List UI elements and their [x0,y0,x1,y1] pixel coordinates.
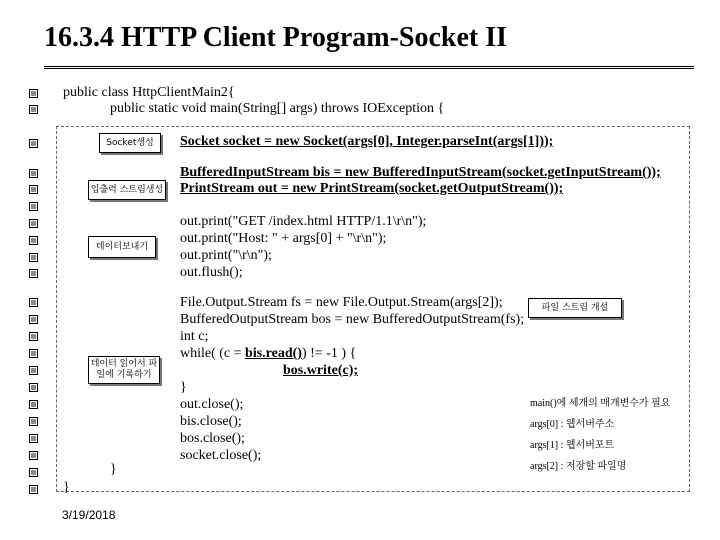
code-method-end: } [110,462,117,477]
bullet-icon [29,366,38,375]
annotation-text: 데이터보내기 [95,241,149,252]
code-print-get: out.print("GET /index.html HTTP/1.1\r\n"); [180,214,427,229]
title-divider [44,66,694,69]
page-title: 16.3.4 HTTP Client Program-Socket II [44,22,508,53]
bullet-icon [29,434,38,443]
annotation-read-write-file [88,356,160,384]
code-flush: out.flush(); [180,265,243,280]
annotation-text-line1: 데이터 읽어서 파 [90,359,158,369]
code-bis-close: bis.close(); [180,414,242,429]
bullet-icon [29,400,38,409]
bullet-icon [29,105,38,114]
annotation-stream-create [88,180,166,200]
annotation-text: 입출력 스트림생성 [90,184,164,195]
code-out-close: out.close(); [180,397,244,412]
bullet-icon [29,332,38,341]
code-fs-decl: File.Output.Stream fs = new File.Output.Stream(args[2]); [180,295,503,310]
bullet-icon [29,298,38,307]
bullet-icon [29,139,38,148]
bullet-icon [29,185,38,194]
bullet-icon [29,253,38,262]
notes-arg0: args[0] : 웹서버주소 [530,419,615,430]
notes-header: main()에 세개의 매개변수가 필요 [530,398,671,409]
bullet-icon [29,417,38,426]
annotation-text: Socket생성 [106,137,154,148]
code-print-host: out.print("Host: " + args[0] + "\r\n"); [180,231,387,246]
notes-arg2: args[2] : 저장할 파일명 [530,461,627,472]
code-int-c: int c; [180,329,209,344]
bullet-icon [29,349,38,358]
code-socket-line: Socket socket = new Socket(args[0], Integer.parseInt(args[1])); [180,134,554,149]
code-bos-close: bos.close(); [180,431,245,446]
annotation-socket-create [99,133,161,153]
code-while [180,346,356,362]
code-print-crlf: out.print("\r\n"); [180,248,272,263]
bullet-icon [29,315,38,324]
code-while-post: ) != -1 ) { [301,346,357,361]
slide-date: 3/19/2018 [62,508,116,522]
code-close-brace: } [180,380,187,395]
annotation-text: 파일 스트림 개설 [541,302,609,313]
bullet-icon [29,219,38,228]
annotation-text-line2: 일에 기록하기 [96,370,152,380]
bullet-icon [29,269,38,278]
bullet-icon [29,468,38,477]
bullet-icon [29,236,38,245]
args-notes [530,394,670,478]
code-class-end: } [63,480,70,495]
code-out-line: PrintStream out = new PrintStream(socket.getOutputStream()); [180,181,564,196]
annotation-send-data [88,236,156,258]
bullet-icon [29,169,38,178]
code-socket-close: socket.close(); [180,448,262,463]
notes-arg1: args[1] : 웹서버포트 [530,440,615,451]
bullet-icon [29,89,38,98]
code-bos-decl: BufferedOutputStream bos = new BufferedOutputStream(fs); [180,312,525,327]
code-bis-line: BufferedInputStream bis = new BufferedInputStream(socket.getInputStream()); [180,165,661,180]
code-while-read: bis.read() [245,346,302,361]
bullet-icon [29,485,38,494]
code-while-pre: while( (c = [180,346,246,361]
code-class-decl: public class HttpClientMain2{ [63,85,235,100]
annotation-file-stream-open [528,298,622,318]
bullet-icon [29,383,38,392]
bullet-icon [29,451,38,460]
bullet-icon [29,202,38,211]
code-main-decl: public static void main(String[] args) throws IOException { [110,101,445,116]
code-bos-write: bos.write(c); [283,363,359,378]
